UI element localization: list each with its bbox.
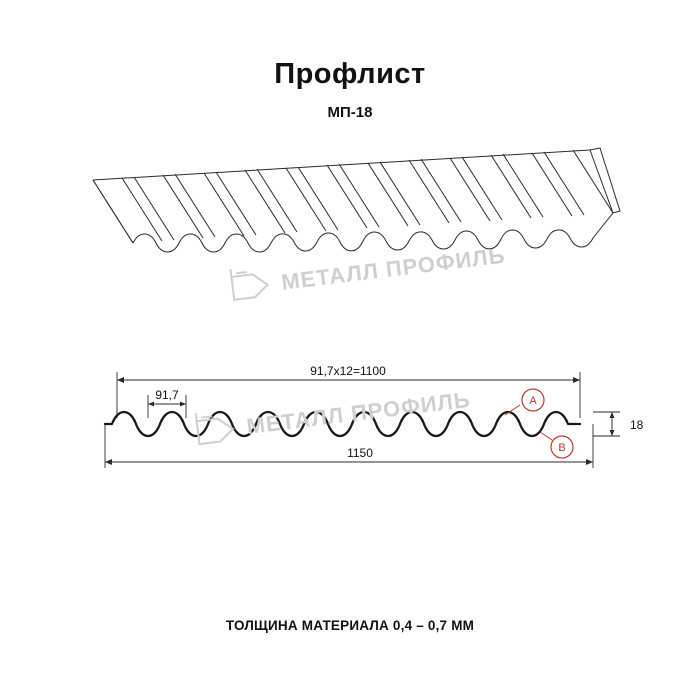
callout-b <box>540 432 573 458</box>
callout-a-label: A <box>529 395 537 407</box>
dimension-total-width-label: 1150 <box>347 446 373 460</box>
watermark-top <box>230 236 506 301</box>
dimension-height-label: 18 <box>630 418 644 432</box>
dimension-working-width-label: 91,7х12=1100 <box>310 364 386 378</box>
callout-a <box>505 389 544 415</box>
watermark-label: МЕТАЛЛ ПРОФИЛЬ <box>279 242 507 295</box>
dimension-height <box>593 412 620 436</box>
sheet-3d-view <box>93 148 620 252</box>
product-model: МП-18 <box>327 104 373 121</box>
dimension-pitch-label: 91,7 <box>155 388 179 402</box>
watermark-label-2: МЕТАЛЛ ПРОФИЛЬ <box>245 386 472 440</box>
page-title: Профлист <box>274 58 426 90</box>
material-thickness-note: ТОЛЩИНА МАТЕРИАЛА 0,4 – 0,7 ММ <box>225 618 475 633</box>
callout-b-label: B <box>558 442 566 454</box>
